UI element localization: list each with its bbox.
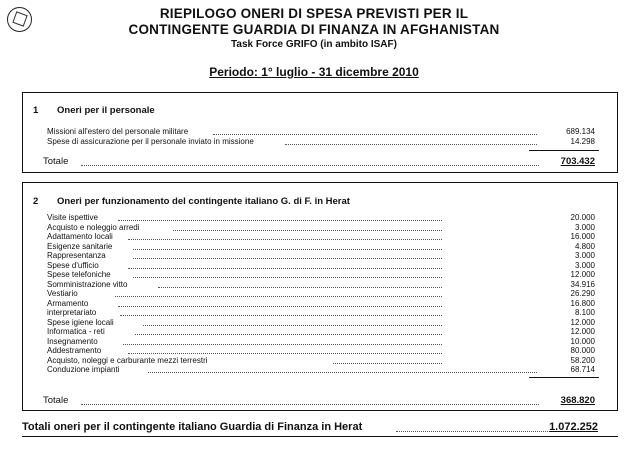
leader-dots bbox=[118, 220, 442, 221]
table-row bbox=[23, 365, 617, 376]
row-value: 12.000 bbox=[570, 270, 595, 279]
leader-dots bbox=[173, 230, 442, 231]
leader-dots bbox=[118, 306, 442, 307]
table-row bbox=[23, 137, 617, 148]
row-label: Vestiario bbox=[47, 289, 78, 298]
total-label: Totale bbox=[43, 395, 69, 406]
row-value: 14.298 bbox=[570, 137, 595, 146]
leader-dots bbox=[128, 353, 442, 354]
total-value: 368.820 bbox=[560, 395, 595, 406]
row-label: Spese d'ufficio bbox=[47, 260, 99, 270]
leader-dots bbox=[135, 334, 442, 335]
leader-dots bbox=[120, 315, 442, 316]
leader-dots bbox=[333, 363, 442, 364]
row-value: 80.000 bbox=[570, 346, 595, 355]
row-value: 3.000 bbox=[574, 260, 595, 270]
leader-dots bbox=[213, 134, 537, 135]
section-number: 1 bbox=[33, 105, 39, 116]
leader-dots bbox=[285, 144, 537, 145]
total-label: Totale bbox=[43, 156, 69, 167]
leader-dots bbox=[81, 165, 539, 166]
leader-dots bbox=[133, 277, 442, 278]
row-label: Acquisto, noleggi e carburante mezzi terrestri bbox=[47, 355, 208, 365]
title-line-1: RIEPILOGO ONERI DI SPESA PREVISTI PER IL bbox=[159, 6, 469, 21]
row-label: Insegnamento bbox=[47, 336, 98, 346]
row-label: Conduzione impianti bbox=[47, 365, 120, 374]
row-value: 68.714 bbox=[570, 365, 595, 374]
leader-dots bbox=[81, 404, 539, 405]
grand-total-rule bbox=[22, 436, 618, 437]
leader-dots bbox=[143, 325, 442, 326]
row-label: Addestramento bbox=[47, 346, 102, 355]
row-value: 16.800 bbox=[570, 298, 595, 308]
subtotal-rule bbox=[529, 377, 599, 378]
row-label: Armamento bbox=[47, 298, 89, 308]
leader-dots bbox=[396, 431, 548, 432]
leader-dots bbox=[128, 268, 442, 269]
section-title: Oneri per funzionamento del contingente italiano G. di F. in Herat bbox=[57, 196, 350, 207]
grand-total-row bbox=[22, 421, 618, 435]
row-label: Esigenze sanitarie bbox=[47, 241, 113, 251]
row-value: 12.000 bbox=[570, 317, 595, 327]
row-value: 4.800 bbox=[574, 241, 595, 251]
row-label: Rappresentanza bbox=[47, 251, 106, 260]
row-value: 3.000 bbox=[574, 251, 595, 260]
row-value: 12.000 bbox=[570, 327, 595, 336]
title-line-2: CONTINGENTE GUARDIA DI FINANZA IN AFGHANISTAN bbox=[128, 22, 500, 37]
section-funzionamento bbox=[22, 182, 618, 411]
section-number: 2 bbox=[33, 196, 39, 207]
row-label: Spese igiene locali bbox=[47, 317, 114, 327]
row-label: Missioni all'estero del personale militare bbox=[47, 127, 189, 136]
leader-dots bbox=[133, 249, 442, 250]
leader-dots bbox=[115, 296, 442, 297]
row-label: Informatica - reti bbox=[47, 327, 105, 336]
row-label: Visite ispettive bbox=[47, 213, 98, 222]
row-value: 3.000 bbox=[574, 222, 595, 232]
row-label: Spese di assicurazione per il personale inviato in missione bbox=[47, 137, 254, 146]
subtotal-rule bbox=[529, 150, 599, 151]
row-label: interpretariato bbox=[47, 308, 97, 317]
leader-dots bbox=[128, 239, 442, 240]
row-value: 8.100 bbox=[574, 308, 595, 317]
row-label: Somministrazione vitto bbox=[47, 279, 128, 289]
row-value: 20.000 bbox=[570, 213, 595, 222]
row-value: 34.916 bbox=[570, 279, 595, 289]
period-heading: Periodo: 1° luglio - 31 dicembre 2010 bbox=[209, 65, 419, 79]
row-value: 26.290 bbox=[570, 289, 595, 298]
total-value: 703.432 bbox=[560, 156, 595, 167]
leader-dots bbox=[158, 287, 442, 288]
row-value: 58.200 bbox=[570, 355, 595, 365]
section-title: Oneri per il personale bbox=[57, 105, 155, 116]
row-value: 689.134 bbox=[566, 127, 595, 136]
subtitle: Task Force GRIFO (in ambito ISAF) bbox=[231, 39, 397, 50]
row-label: Spese telefoniche bbox=[47, 270, 111, 279]
grand-total-label: Totali oneri per il contingente italiano Guardia di Finanza in Herat bbox=[22, 421, 363, 433]
row-value: 16.000 bbox=[570, 232, 595, 241]
leader-dots bbox=[133, 258, 442, 259]
row-value: 10.000 bbox=[570, 336, 595, 346]
row-label: Acquisto e noleggio arredi bbox=[47, 222, 140, 232]
row-label: Adattamento locali bbox=[47, 232, 113, 241]
leader-dots bbox=[123, 344, 442, 345]
grand-total-value: 1.072.252 bbox=[549, 421, 598, 433]
leader-dots bbox=[148, 372, 537, 373]
section-personale bbox=[22, 92, 618, 173]
